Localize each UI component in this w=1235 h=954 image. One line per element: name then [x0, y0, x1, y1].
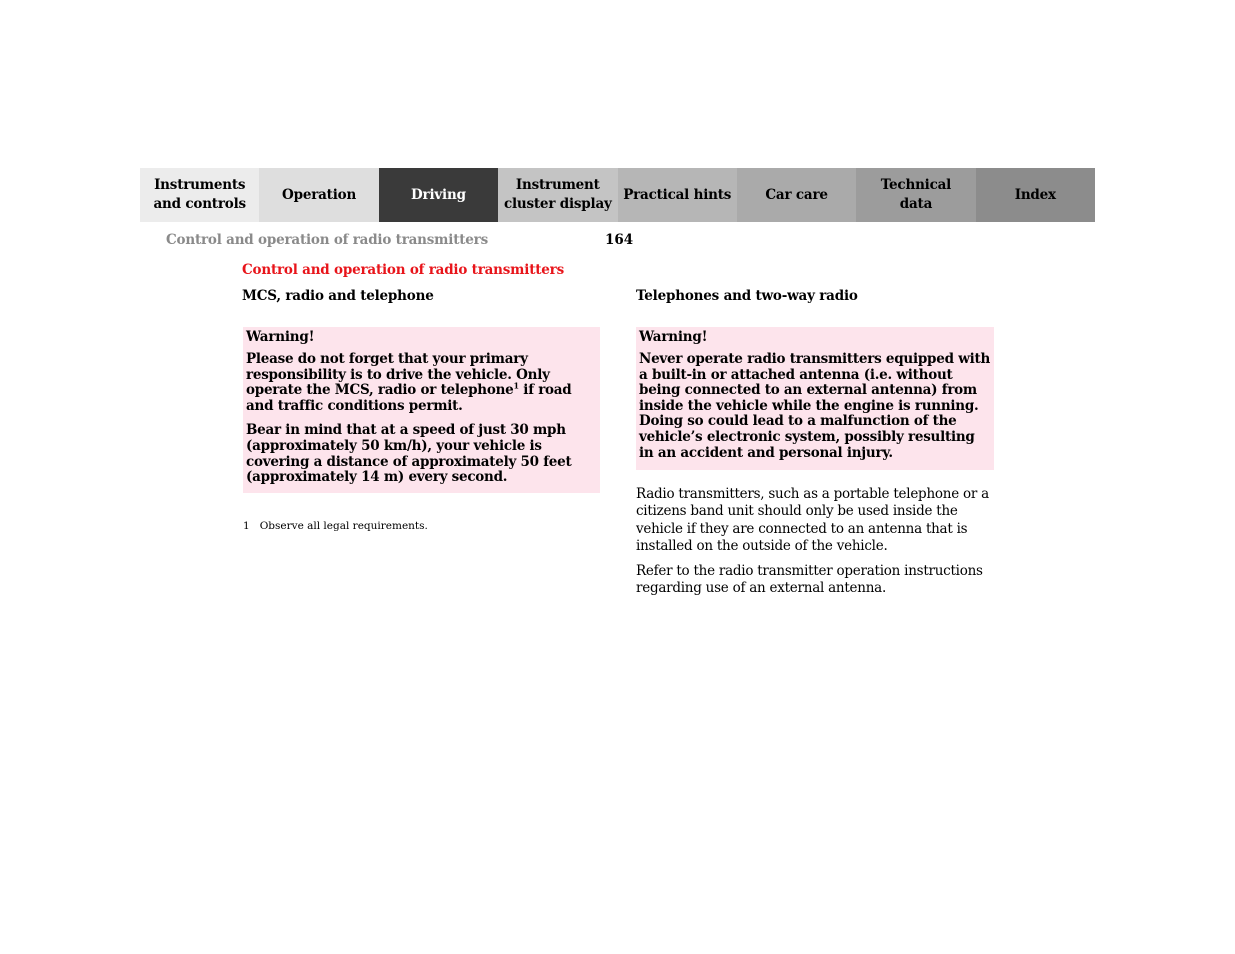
running-head: Control and operation of radio transmitters: [166, 232, 488, 248]
tab-practical-hints[interactable]: Practical hints: [618, 168, 737, 222]
body-paragraph-1: Radio transmitters, such as a portable telephone or a citizens band unit should only be used inside the vehicle if they are connected to an antenna that is installed on the outside of the vehicle.: [636, 486, 989, 555]
left-warning-text-part-1: Please do not forget that your primary responsibility is to drive the vehicle. Only operate the MCS, radio or telephone: [246, 351, 550, 399]
footnote-number: 1: [243, 520, 250, 532]
tab-instrument-cluster-display[interactable]: Instrument cluster display: [498, 168, 617, 222]
left-warning-title: Warning!: [246, 329, 315, 345]
footnote: [243, 520, 428, 532]
left-warning-paragraph-1: [246, 352, 597, 414]
body-paragraph-2: Refer to the radio transmitter operation instructions regarding use of an external antenna.: [636, 563, 983, 597]
tab-index[interactable]: Index: [976, 168, 1095, 222]
right-warning-text: Never operate radio transmitters equipped with a built-in or attached antenna (i.e. without being connected to an external antenna) from inside the vehicle while the engine is running. Doing so could lead to a malfunction of the vehicle’s electronic system, possibly resulting in an accident and personal injury.: [639, 351, 991, 461]
page-number: 164: [605, 232, 634, 248]
left-warning-paragraph-2: Bear in mind that at a speed of just 30 mph (approximately 50 km/h), your vehicle is covering a distance of approximately 50 feet (approximately 14 m) every second.: [246, 422, 572, 486]
left-warning-text-part-2: if road and traffic conditions permit.: [246, 382, 572, 414]
tab-operation[interactable]: Operation: [259, 168, 378, 222]
footnote-text: Observe all legal requirements.: [259, 520, 428, 532]
tab-driving[interactable]: Driving: [379, 168, 498, 222]
tab-technical-data[interactable]: Technical data: [856, 168, 975, 222]
section-title: Control and operation of radio transmitters: [242, 262, 564, 278]
left-warning-box: [243, 327, 600, 493]
chapter-tab-bar: [140, 168, 1095, 222]
right-column-heading: Telephones and two-way radio: [636, 288, 858, 304]
right-warning-title: Warning!: [639, 329, 708, 345]
right-warning-box: [636, 327, 994, 470]
footnote-reference: 1: [513, 380, 519, 391]
tab-car-care[interactable]: Car care: [737, 168, 856, 222]
left-column-heading: MCS, radio and telephone: [242, 288, 434, 304]
tab-instruments-and-controls[interactable]: Instruments and controls: [140, 168, 259, 222]
